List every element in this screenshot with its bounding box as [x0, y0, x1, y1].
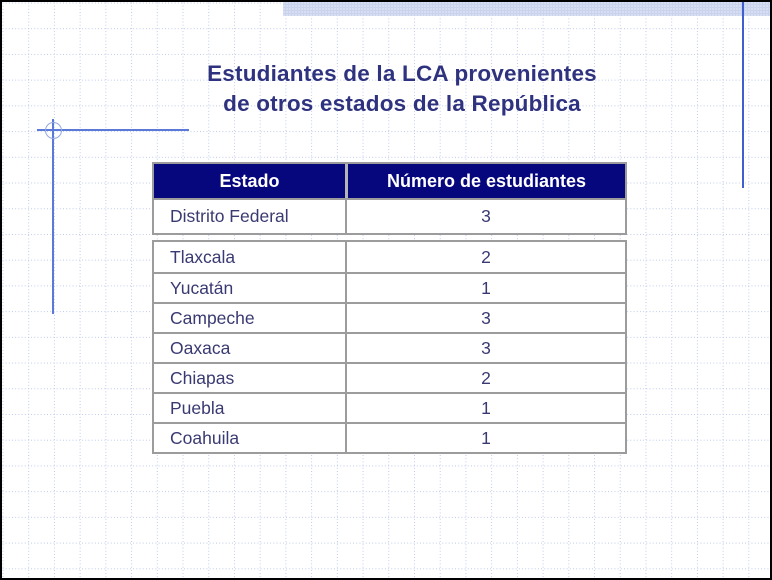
cell-numero: 1: [345, 394, 625, 422]
table-body-section: [152, 240, 627, 454]
table-row: [154, 272, 625, 302]
slide-title: [102, 59, 702, 119]
table-row: [154, 362, 625, 392]
cell-estado: Distrito Federal: [170, 206, 289, 226]
compass-circle-icon: [45, 122, 62, 139]
table-header-row: [154, 164, 625, 200]
table-row: [154, 392, 625, 422]
cell-estado: Campeche: [170, 307, 255, 328]
cell-numero: 3: [345, 304, 625, 332]
cell-numero: 1: [345, 274, 625, 302]
cell-numero: 1: [345, 424, 625, 452]
cell-numero: 2: [345, 364, 625, 392]
cell-estado: Puebla: [170, 397, 225, 418]
table-row: [154, 302, 625, 332]
table-row: [154, 242, 625, 272]
cell-estado: Chiapas: [170, 367, 235, 388]
column-header-estado: Estado: [219, 170, 280, 191]
slide-title-line2: de otros estados de la República: [223, 91, 581, 116]
column-header-numero: Número de estudiantes: [345, 164, 625, 198]
cell-estado: Yucatán: [170, 277, 234, 298]
table-header-section: [152, 162, 627, 235]
cell-estado: Oaxaca: [170, 337, 231, 358]
vertical-guide-line-left: [52, 119, 54, 314]
table-row: [154, 332, 625, 362]
cell-estado: Coahuila: [170, 427, 240, 448]
table-row: [154, 422, 625, 452]
cell-numero: 3: [345, 334, 625, 362]
hatched-bar-decoration: [283, 2, 770, 16]
students-table: [152, 162, 627, 454]
table-row: [154, 200, 625, 233]
vertical-guide-line-right: [742, 2, 744, 188]
cell-numero: 3: [345, 200, 625, 233]
cell-numero: 2: [345, 242, 625, 272]
slide-title-line1: Estudiantes de la LCA provenientes: [207, 61, 597, 86]
cell-estado: Tlaxcala: [170, 246, 236, 267]
